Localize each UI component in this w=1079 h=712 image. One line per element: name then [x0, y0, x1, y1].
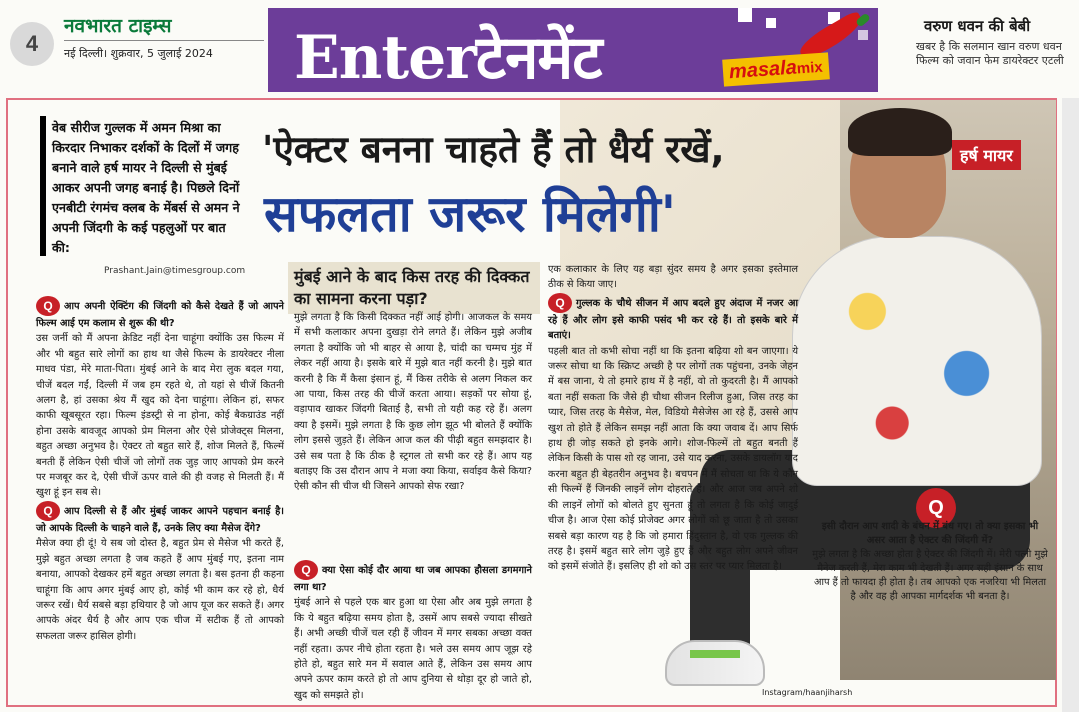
section-banner: [268, 8, 878, 92]
question-text: आप दिल्ली से हैं और मुंबई जाकर आपने पहचान बनाई है। जो आपके दिल्ली के चाहने वाले हैं, उनके लिए क्या मैसेज देंगे?: [36, 505, 284, 534]
pixel-decoration: [738, 8, 752, 22]
byline-email[interactable]: Prashant.Jain@timesgroup.com: [104, 266, 246, 276]
question-text: आप अपनी ऐक्टिंग की जिंदगी को कैसे देखते हैं जो आपने फिल्म आई एम कलाम से शुरू की थी?: [36, 301, 284, 329]
column-1: [36, 296, 284, 644]
question-text: क्या ऐसा कोई दौर आया था जब आपका हौसला डगमगाने लगा था?: [294, 565, 532, 593]
badge-suffix: mix: [796, 58, 824, 78]
q-icon: Q: [294, 560, 318, 580]
intro-accent-bar: [40, 116, 46, 256]
masala-mix-badge: [722, 52, 829, 86]
actor-sneaker: [665, 640, 765, 686]
adjacent-page-edge: [1062, 98, 1079, 712]
page-number: 4: [10, 22, 54, 66]
question-1: [36, 296, 284, 331]
marriage-qa-box: [812, 520, 1048, 604]
question-5: [548, 293, 798, 344]
badge-word: masala: [728, 56, 798, 84]
masthead-divider: [64, 40, 264, 41]
headline-line-1: 'ऐक्टर बनना चाहते हैं तो धैर्य रखें,: [262, 128, 725, 171]
sidebox-answer: मुझे लगता है कि अच्छा होता है ऐक्टर की जिंदगी में। मेरी पत्नी मुझे मैनेज करती हैं, मेरा काम भी देखती हैं। अगर सही इंसान के साथ आप हैं तो फायदा ही होता है। तब आपको एक नजरिया भी मिलता है और वह ही आपका मार्गदर्शक भी बनता है।: [812, 549, 1048, 602]
side-story-headline[interactable]: वरुण धवन की बेबी: [924, 17, 1031, 35]
actor-hair: [848, 108, 952, 156]
photo-credit: Instagram/haanjiharsh: [762, 688, 853, 697]
question-4: [294, 560, 532, 595]
newspaper-name: नवभारत टाइम्स: [64, 15, 172, 37]
question-text: गुल्लक के चौथे सीजन में आप बदले हुए अंदाज में नजर आ रहे हैं और लोग इसे काफी पसंद भी कर रहे हैं। तो इसके बारे में बताएं।: [548, 297, 798, 342]
pixel-decoration: [766, 18, 776, 28]
q-icon: Q: [36, 296, 60, 316]
answer-1: उस जर्नी को मैं अपना क्रेडिट नहीं देना चाहूंगा क्योंकि उस फिल्म में और भी बहुत सारे लोगों का हाथ था जैसे फिल्म के डायरेक्टर नीला माधव पंडा, मेरे माता-पिता। मुंबई आने के बाद मेरा लुक बदल गया, चीजें बदल गईं, दिल्ली में जब हम रहते थे, तो यहां से चीजें कितनी अलग है, हां उसका श्रेय मैं खुद को देना चाहूंगा। लेकिन हां, सफर काफी खूबसूरत रहा। फिल्म इंडस्ट्री से ना होना, कोई बैकग्राउंड नहीं होना उसके बावजूद आपको प्रेम मिलना और ऐसे प्रोजेक्ट्स मिलना, बहुत अच्छा अनुभव है। ऐक्टर तो बहुत सारे हैं, शोज मिलते हैं, फिल्में बनती हैं लेकिन ऐसी चीजें जो लोगों तक जुड़ जाए आपको प्रेम करने पर मजबूर कर दे, ऐसी चीजें ऊपर वाले की ही वजह से मिलती हैं। मैं खुश हूं इन सब से।: [36, 333, 284, 499]
q-icon: Q: [548, 293, 572, 313]
section-title: Enterटेनमेंट: [294, 23, 602, 92]
column-2-lower: [294, 560, 532, 703]
column-3-lead: एक कलाकार के लिए यह बड़ा सुंदर समय है अगर इसका इस्तेमाल ठीक से किया जाए।: [548, 264, 798, 291]
q-circle-icon: Q: [916, 488, 956, 528]
sneaker-stripe: [690, 650, 740, 658]
question-2: [36, 501, 284, 536]
article-intro: वेब सीरीज गुल्लक में अमन मिश्रा का किरदार निभाकर दर्शकों के दिलों में जगह बनाने वाले हर्ष मायर ने दिल्ली से मुंबई आकर अपनी जगह बनाई है। पिछले दिनों एनबीटी रंगमंच क्लब के मेंबर्स से अमन ने अपनी जिंदगी के कई पहलुओं पर बात की:: [52, 120, 240, 255]
actor-shirt: [792, 236, 1042, 486]
column-2-heading: मुंबई आने के बाद किस तरह की दिक्कत का सामना करना पड़ा?: [288, 262, 540, 314]
answer-5: पहली बात तो कभी सोचा नहीं था कि इतना बढ़िया शो बन जाएगा। ये जरूर सोचा था कि स्क्रिप्ट अच्छी है पर लोगों तक पहुंचना, उनके जेहन में बस जाना, ये तो हमारे हाथ में है नहीं, वो तो कुदरती है। मैं आपको बता नहीं सकता कि जैसे ही चौथा सीजन रिलीज हुआ, जिस तरह का प्यार, जिस तरह के मैसेज, मेल, विडियो मैसेजेस आ रहे हैं, उससे आप खुश तो होते हैं लेकिन समझ नहीं आता कि क्या जवाब दें। आप सिर्फ हाथ ही जोड़ सकते हो इनके आगे। शोज-फिल्में तो बहुत बनती हैं लेकिन किसी के पास शो रह जाना, उसे याद करना, उसके डायलॉग याद करना बहुत ही बेहतरीन अनुभव है। बचपन में मैं सोचता था कि ये कौन सी फिल्में हैं जिनकी लाइनें लोग दोहराते हैं। और आज जब अपने शो की लाइनें लोगों को बोलते हुए सुनता हूं तो लगता है कि कोई जादुई चीज है। आज ऐसा कोई प्रोजेक्ट अगर लोगों को छू जाता है तो उसका सबसे बड़ा कारण यह है कि जो हमारा हिंदुस्तान है, वो एक गुल्लक की तरह है। इसमें बहुत सारे लोग जुड़े हुए हैं और बहुत लोग अपने जीवन को इसमें संजोते हैं। इसलिए ही शो को उस स्तर पर प्यार मिलता है।: [548, 345, 798, 573]
column-3: [548, 262, 798, 575]
headline-line-2: सफलता जरूर मिलेगी': [264, 185, 677, 243]
column-2-answer: मुझे लगता है कि किसी दिक्कत नहीं आई होगी। आजकल के समय में सभी कलाकार अपना दुखड़ा रोने लगते हैं। लेकिन मुझे अजीब लगता है क्योंकि जो भी बाहर से आया है, चांदी का चम्मच मुंह में लेकर नहीं आया है। इसके बारे में मुझे बात नहीं करनी है। मुझे बात करनी है कि मैं कैसा इंसान हूं, मैं किस तरीके से अलग निकल कर आ पाया, किस तरह की चीजें करता आया। सड़कों पर सोया हूं, वड़ापाव खाकर जिंदगी बिताई है, सभी तो यही कह रहे हैं। अलग क्या है इसमें। मुझे लगता है कि कुछ लोग झूठ भी बोलते हैं क्योंकि लोग इससे जुड़ते हैं। लेकिन आज कल की पीढ़ी बहुत समझदार है। उसे सब पता है कि ठीक है स्ट्रगल तो सभी कर रहे हैं। आप यह बताइए कि उस दौरान आप ने मजा क्या किया, सर्वाइव कैसे किया? ऐसी कौन सी चीज थी जिसने आपको सेफ रखा?: [294, 312, 532, 493]
answer-4: मुंबई आने से पहले एक बार हुआ था ऐसा और अब मुझे लगता है कि ये बहुत बढ़िया समय होता है, उसमें आप सबसे ज्यादा सीखते हैं। अभी अच्छी चीजें चल रही हैं जीवन में मगर सबका अच्छा वक्त नहीं रहता। ऊपर नीचे होता रहता है। भले उस समय आप जूझ रहे होते हो, बहुत सारे मन में सवाल आते हैं, लेकिन उस समय आप अपने ऊपर काम करते हो तो आप दुनिया से थोड़ा दूर हो जाते हो, खुद को समझते हो।: [294, 597, 532, 701]
pixel-decoration: [858, 30, 868, 40]
dateline: नई दिल्ली। शुक्रवार, 5 जुलाई 2024: [64, 47, 213, 60]
name-tag: हर्ष मायर: [952, 140, 1021, 170]
q-icon: Q: [36, 501, 60, 521]
answer-2: मैसेज क्या ही दूं! ये सब जो दोस्त है, बहुत प्रेम से मैसेज भी करते हैं, मुझे बहुत अच्छा लगता है जब कहते हैं आप मुंबई गए, इतना नाम बनाया, आपको देखकर हमें बहुत अच्छा लगता है। बस इतना ही कहना चाहूंगा कि आप अगर मुंबई आए हो, कोई भी काम कर रहे हो, धैर्य जरूर रखें। धैर्य सबसे बड़ा हथियार है जो आप यूज कर सकते हैं। अगर आपके अंदर धैर्य है और आप एक चीज में सटीक हैं तो आपको सफलता जरूर हासिल होगी।: [36, 538, 284, 642]
side-story-teaser: खबर है कि सलमान खान वरुण धवन फिल्म को जवान फेम डायरेक्टर एटली: [916, 40, 1064, 67]
sidebox-question: इसी दौरान आप शादी के बंधन में बंध गए। तो क्या इसका भी असर आता है ऐक्टर की जिंदगी में?: [821, 521, 1039, 546]
